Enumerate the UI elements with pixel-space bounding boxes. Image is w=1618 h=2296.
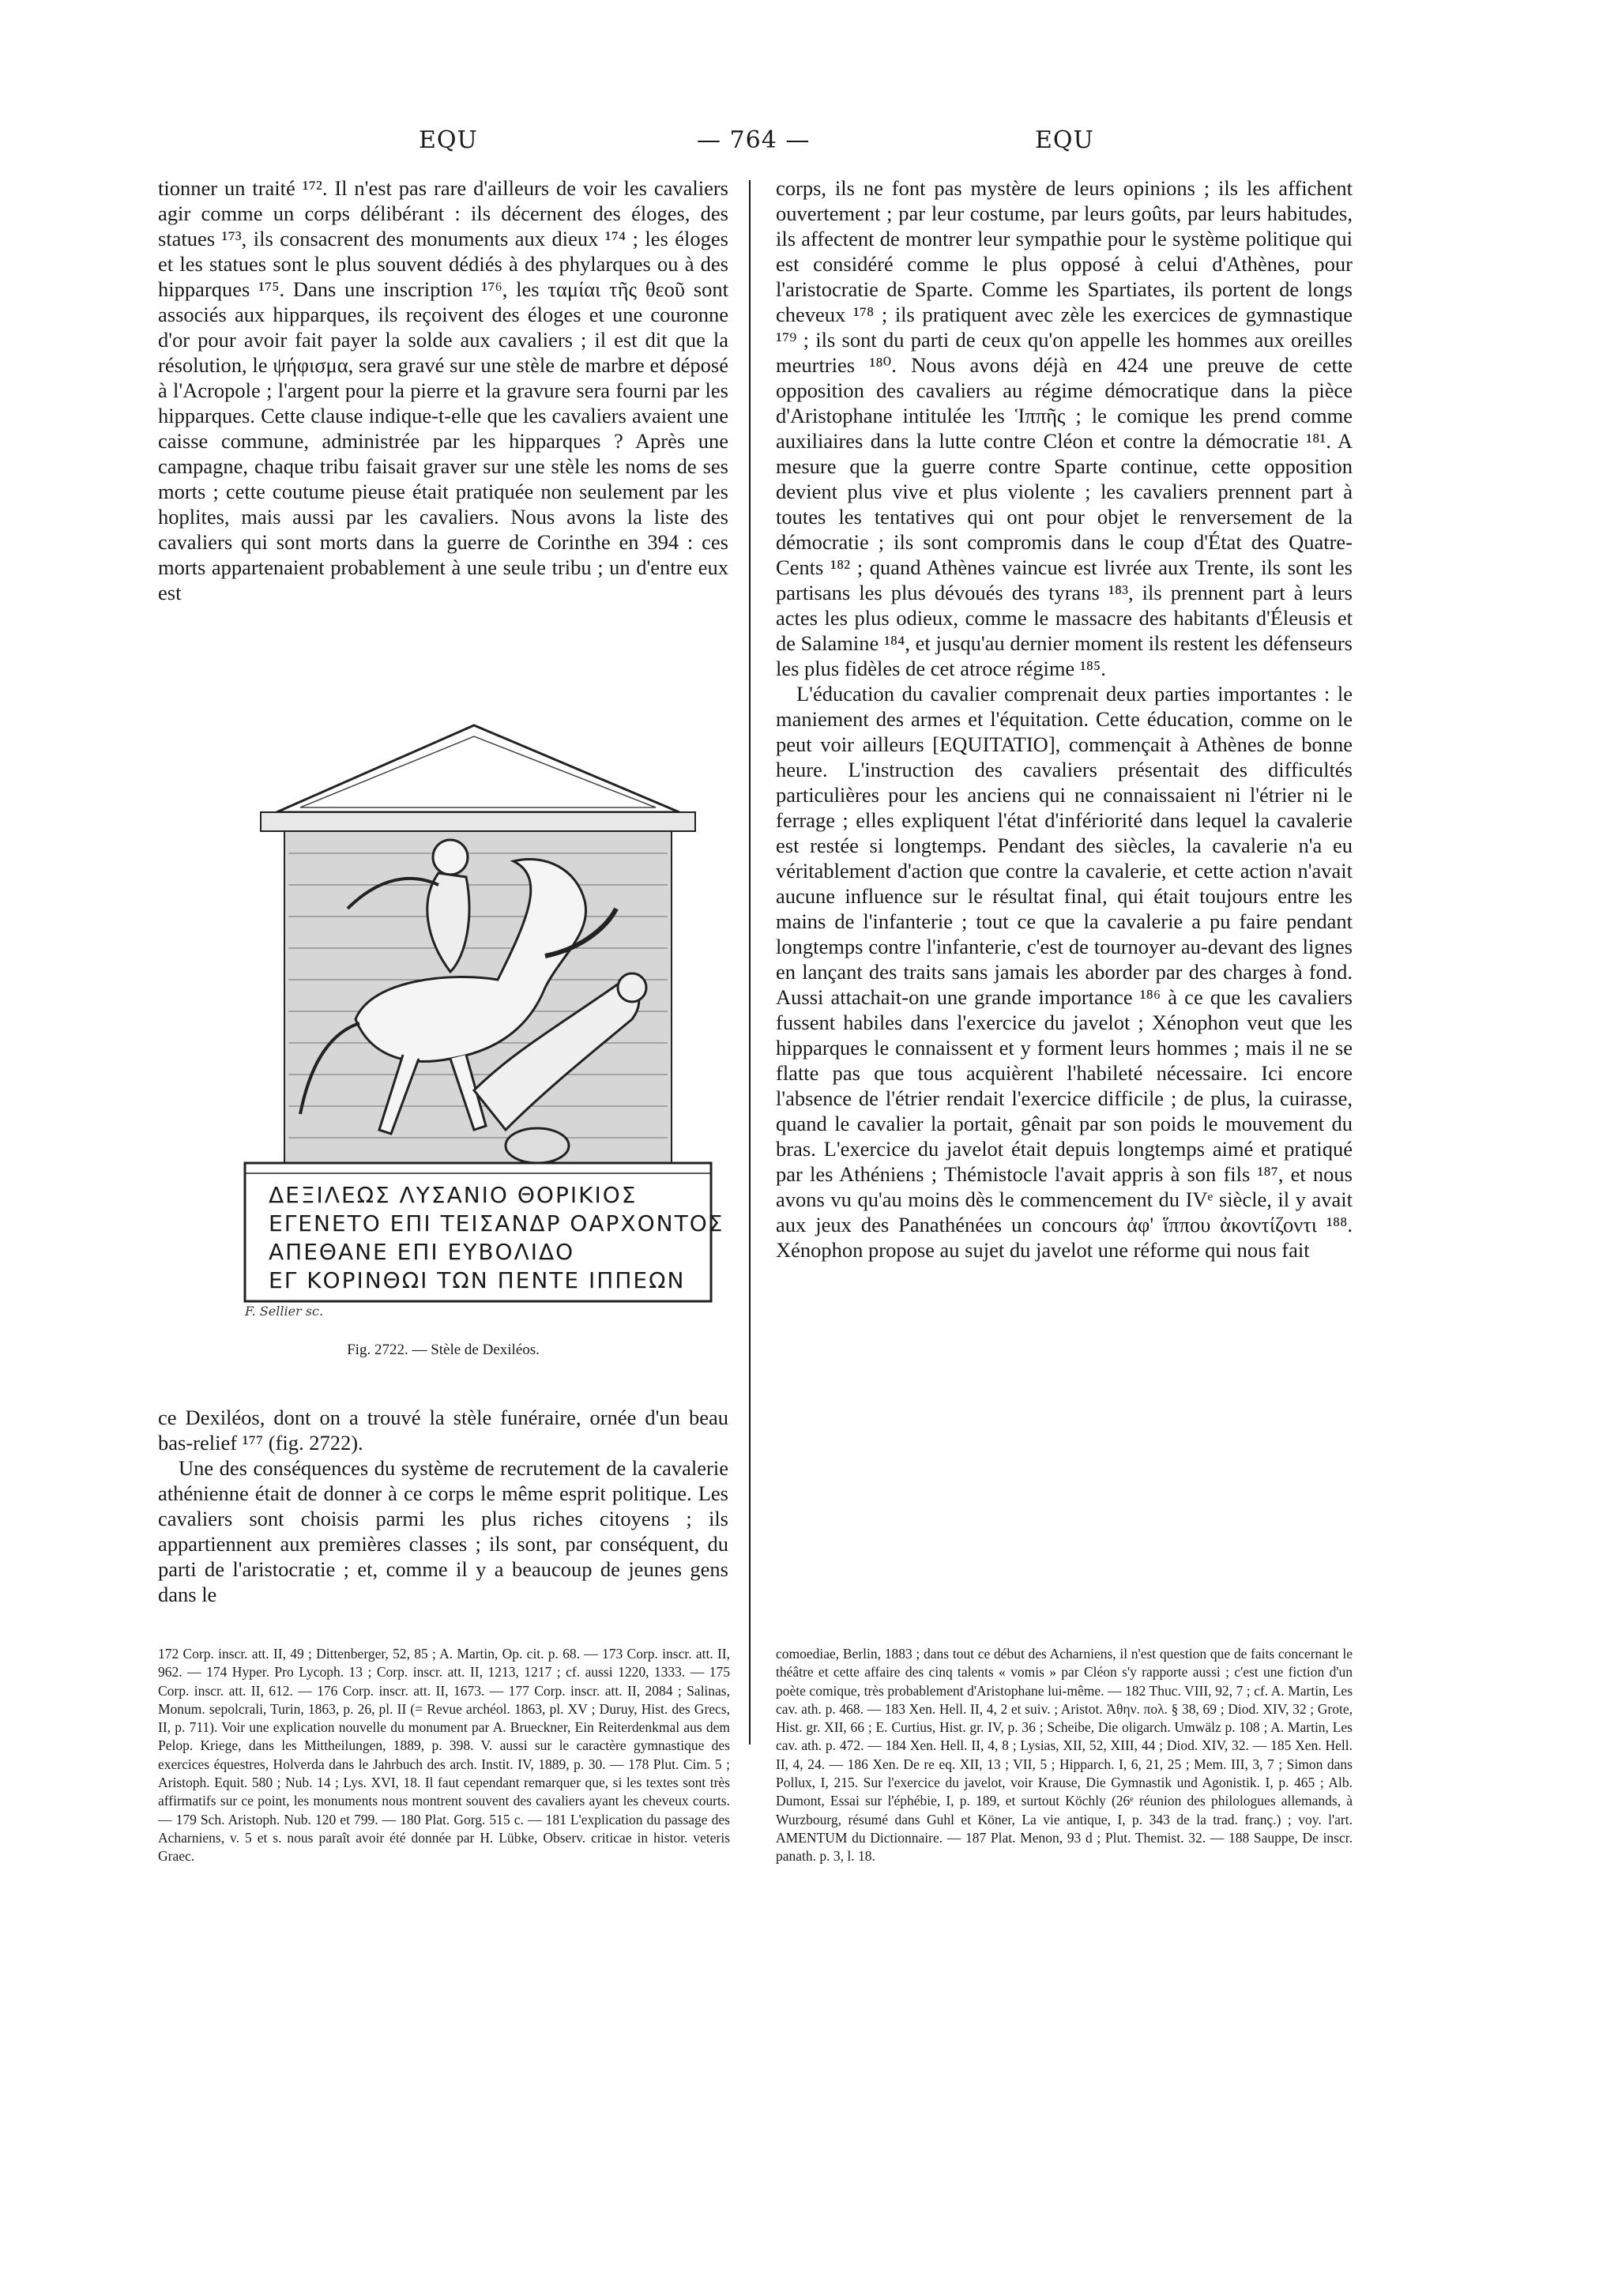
- page-number: — 764 —: [697, 126, 811, 154]
- inscription-line-2: ΕΓΕΝΕΤΟ ΕΠΙ ΤΕΙΣΑΝΔΡ ΟΑΡΧΟΝΤΟΣ: [269, 1210, 724, 1236]
- left-column-bottom: [158, 1405, 728, 1607]
- footnotes-left: [158, 1645, 730, 1866]
- figure-caption: Fig. 2722. — Stèle de Dexiléos.: [347, 1342, 540, 1358]
- engraver-signature: F. Sellier sc.: [245, 1304, 324, 1319]
- footnotes-right: [776, 1645, 1353, 1866]
- running-head-right: EQU: [1035, 126, 1094, 154]
- left-column-top: [158, 175, 728, 605]
- paragraph: tionner un traité ¹⁷². Il n'est pas rare d'ailleurs de voir les cavaliers agir comme un corps délibérant : ils décernent des éloges, des statues ¹⁷³, ils consacrent des monuments aux dieux ¹⁷⁴ ; les éloges et les statues sont le plus souvent dédiés à des phylarques ou à des hipparques ¹⁷⁵. Dans une inscription ¹⁷⁶, les ταμίαι τῆς θεοῦ sont associés aux hipparques, ils reçoivent des éloges et une couronne d'or pour avoir fait payer la solde aux cavaliers ; il est dit que la résolution, le ψήφισμα, sera gravé sur une stèle de marbre et déposé à l'Acropole ; l'argent pour la pierre et la gravure sera fourni par les hipparques. Cette clause indique-t-elle que les cavaliers avaient une caisse commune, administrée par les hipparques ? Après une campagne, chaque tribu faisait graver sur une stèle les noms de ses morts ; cette coutume pieuse était pratiquée non seulement par les hoplites, mais aussi par les cavaliers. Nous avons la liste des cavaliers qui sont morts dans la guerre de Corinthe en 394 : ces morts appartenaient probablement à une seule tribu ; un d'entre eux est: [158, 176, 728, 604]
- inscription-line-1: ΔΕΞΙΛΕΩΣ ΛΥΣΑΝΙΟ ΘΟΡΙΚΙΟΣ: [269, 1182, 638, 1208]
- paragraph: corps, ils ne font pas mystère de leurs opinions ; ils les affichent ouvertement ; par leur costume, par leurs goûts, par leurs habitudes, ils affectent de montrer leur sympathie pour le système politique qui est considéré comme le plus opposé à celui d'Athènes, pour l'aristocratie de Sparte. Comme les Spartiates, ils portent de longs cheveux ¹⁷⁸ ; ils pratiquent avec zèle les exercices de gymnastique ¹⁷⁹ ; ils sont du parti de ceux qu'on appelle les hommes aux oreilles meurtries ¹⁸⁰. Nous avons déjà en 424 une preuve de cette opposition des cavaliers au régime démocratique dans la pièce d'Aristophane intitulée les Ἱππῆς ; le comique les prend comme auxiliaires dans la lutte contre Cléon et contre la démocratie ¹⁸¹. A mesure que la guerre contre Sparte continue, cette opposition devient plus vive et plus violente ; les cavaliers prennent part à toutes les tentatives qui ont pour objet le renversement de la démocratie ; ils sont compromis dans le coup d'État des Quatre-Cents ¹⁸² ; quand Athènes vaincue est livrée aux Trente, ils sont les partisans les plus dévoués des tyrans ¹⁸³, ils prennent part à leurs actes les plus odieux, comme le massacre des habitants d'Éleusis et de Salamine ¹⁸⁴, et jusqu'au dernier moment ils restent les défenseurs les plus fidèles de cet atroce régime ¹⁸⁵.: [776, 176, 1353, 680]
- stele-drawing: [213, 719, 736, 1319]
- stele-figure: [213, 719, 736, 1319]
- paragraph: Une des conséquences du système de recrutement de la cavalerie athénienne était de donner à ce corps le même esprit politique. Les cavaliers sont choisis parmi les plus riches citoyens ; ils appartiennent aux premières classes ; ils sont, par conséquent, du parti de l'aristocratie ; et, comme il y a beaucoup de jeunes gens dans le: [158, 1456, 728, 1606]
- paragraph: ce Dexiléos, dont on a trouvé la stèle funéraire, ornée d'un beau bas-relief ¹⁷⁷ (fig. 2722).: [158, 1406, 728, 1455]
- column-divider: [749, 180, 751, 1745]
- running-head-left: EQU: [419, 126, 478, 154]
- right-column: [776, 175, 1353, 1263]
- inscription-line-4: ΕΓ ΚΟΡΙΝΘΩΙ ΤΩΝ ΠΕΝΤΕ ΙΠΠΕΩΝ: [269, 1267, 686, 1293]
- inscription-line-3: ΑΠΕΘΑΝΕ ΕΠΙ ΕΥΒΟΛΙΔΟ: [269, 1239, 575, 1265]
- paragraph: L'éducation du cavalier comprenait deux parties importantes : le maniement des armes et l'équitation. Cette éducation, comme on le peut voir ailleurs [EQUITATIO], commençait à Athènes de bonne heure. L'instruction des cavaliers présentait des difficultés particulières pour les anciens qui ne connaissaient ni l'étrier ni le ferrage ; elles expliquent l'état d'infériorité dans lequel la cavalerie est restée si longtemps. Pendant des siècles, la cavalerie n'a eu véritablement d'action que contre la cavalerie, et cette action n'avait aucune influence sur le résultat final, qui était toujours entre les mains de l'infanterie ; tout ce que la cavalerie a pu faire pendant longtemps contre l'infanterie, c'est de tournoyer au-devant des lignes en lançant des traits sans jamais les aborder par des charges à fond. Aussi attachait-on une grande importance ¹⁸⁶ à ce que les cavaliers fussent habiles dans l'exercice du javelot ; Xénophon veut que les hipparques le connaissent et y forment leurs hommes ; mais il ne se flatte pas que tous acquièrent l'habileté nécessaire. Ici encore l'absence de l'étrier rendait l'exercice difficile ; de plus, la cuirasse, quand le cavalier la portait, gênait par son poids le mouvement du bras. L'exercice du javelot était depuis longtemps aimé et pratiqué par les Athéniens ; Thémistocle l'avait appris à son fils ¹⁸⁷, et nous avons vu qu'au moins dès le commencement du IVᵉ siècle, il y avait aux jeux des Panathénées un concours ἀφ' ἵππου ἀκοντίζοντι ¹⁸⁸. Xénophon propose au sujet du javelot une réforme qui nous fait: [776, 682, 1353, 1262]
- footnote-block: comoediae, Berlin, 1883 ; dans tout ce début des Acharniens, il n'est question que de faits concernant le théâtre et cette affaire des cinq talents « vomis » par Cléon s'y rapporte aussi ; c'est une fiction d'un poète comique, très probablement d'Aristophane lui-même. — 182 Thuc. VIII, 92, 7 ; cf. A. Martin, Les cav. ath. p. 468. — 183 Xen. Hell. II, 4, 2 et suiv. ; Aristot. Ἀθην. πολ. § 38, 69 ; Diod. XIV, 32 ; Grote, Hist. gr. XII, 66 ; E. Curtius, Hist. gr. IV, p. 36 ; Scheibe, Die oligarch. Umwälz p. 108 ; A. Martin, Les cav. ath. p. 472. — 184 Xen. Hell. II, 4, 8 ; Lysias, XII, 52, XIII, 44 ; Diod. XIV, 32. — 185 Xen. Hell. II, 4, 24. — 186 Xen. De re eq. XII, 13 ; VII, 5 ; Hipparch. I, 6, 21, 25 ; Mem. III, 3, 7 ; Simon dans Pollux, I, 215. Sur l'exercice du javelot, voir Krause, Die Gymnastik und Agonistik. I, p. 465 ; Alb. Dumont, Essai sur l'éphébie, I, p. 189, et surtout Köchly (26ᵉ réunion des philologues allemands, à Wurzbourg, résumé dans Guhl et Köner, La vie antique, I, p. 343 de la trad. franç.) ; voy. l'art. AMENTUM du Dictionnaire. — 187 Plat. Menon, 93 d ; Plut. Themist. 32. — 188 Sauppe, De inscr. panath. p. 3, l. 18.: [776, 1646, 1353, 1865]
- footnote-block: 172 Corp. inscr. att. II, 49 ; Dittenberger, 52, 85 ; A. Martin, Op. cit. p. 68. — 173 Corp. inscr. att. II, 962. — 174 Hyper. Pro Lycoph. 13 ; Corp. inscr. att. II, 1213, 1217 ; cf. aussi 1220, 1333. — 175 Corp. inscr. att. II, 612. — 176 Corp. inscr. att. II, 1673. — 177 Corp. inscr. att. II, 2084 ; Salinas, Monum. sepolcrali, Turin, 1863, p. 26, pl. II (= Revue archéol. 1863, pl. XV ; Duruy, Hist. des Grecs, II, p. 711). Voir une explication nouvelle du monument par A. Brueckner, Ein Reiterdenkmal aus dem Pelop. Kriege, dans les Mittheilungen, 1889, p. 398. V. aussi sur le caractère gymnastique des exercices équestres, Holverda dans le Jahrbuch des arch. Instit. IV, 1889, p. 30. — 178 Plut. Cim. 5 ; Aristoph. Equit. 580 ; Nub. 14 ; Lys. XVI, 18. Il faut cependant remarquer que, si les textes sont très affirmatifs sur ce point, les monuments nous montrent souvent des cavaliers ayant les cheveux courts. — 179 Sch. Aristoph. Nub. 120 et 799. — 180 Plat. Gorg. 515 c. — 181 L'explication du passage des Acharniens, v. 5 et s. nous paraît avoir été donnée par H. Lübke, Observ. criticae in histor. veteris Graec.: [158, 1646, 730, 1865]
